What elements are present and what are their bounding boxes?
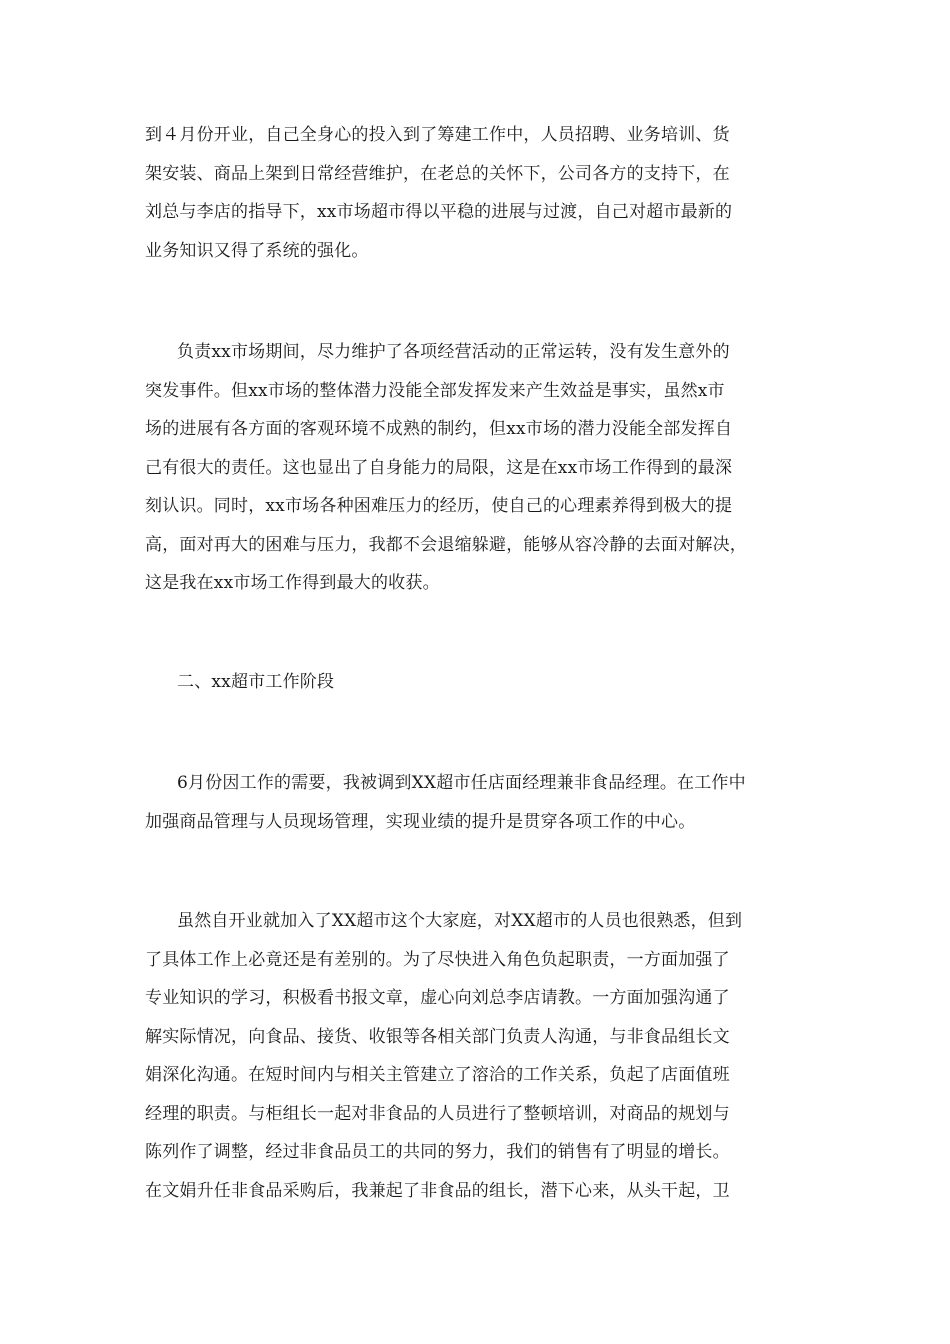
text-line: 刘总与李店的指导下，xx市场超市得以平稳的进展与过渡，自己对超市最新的: [145, 202, 733, 222]
text-line: 虽然自开业就加入了XX超市这个大家庭，对XX超市的人员也很熟悉，但到: [177, 911, 743, 931]
text-line: 加强商品管理与人员现场管理，实现业绩的提升是贯穿各项工作的中心。: [145, 811, 696, 832]
text-line: 经理的职责。与柜组长一起对非食品的人员进行了整顿培训，对商品的规划与: [145, 1103, 730, 1124]
paragraph-supermarket-work: [145, 902, 810, 1210]
text-line: 刻认识。同时，xx市场各种困难压力的经历，使自己的心理素养得到极大的提: [145, 496, 733, 516]
section-heading: [145, 663, 810, 702]
text-line: 解实际情况，向食品、接货、收银等各相关部门负责人沟通，与非食品组长文: [145, 1026, 730, 1047]
text-line: 了具体工作上必竟还是有差别的。为了尽快进入角色负起职责，一方面加强了: [145, 949, 730, 970]
paragraph-transfer: [145, 764, 810, 841]
text-line: 高，面对再大的困难与压力，我都不会退缩躲避，能够从容冷静的去面对解决，: [145, 534, 747, 555]
paragraph-market-responsibility: [145, 333, 810, 603]
paragraph-opening-preparation: [145, 116, 810, 270]
text-line: 到４月份开业，自己全身心的投入到了筹建工作中，人员招聘、业务培训、货: [145, 125, 730, 145]
text-line: 6月份因工作的需要，我被调到XX超市任店面经理兼非食品经理。在工作中: [177, 773, 746, 793]
text-line: 陈列作了调整，经过非食品员工的共同的努力，我们的销售有了明显的增长。: [145, 1142, 730, 1162]
text-line: 业务知识又得了系统的强化。: [145, 240, 369, 261]
text-line: 场的进展有各方面的客观环境不成熟的制约，但xx市场的潜力没能全部发挥自: [145, 419, 733, 439]
text-line: 突发事件。但xx市场的整体潜力没能全部发挥发来产生效益是事实，虽然x市: [145, 380, 725, 401]
section-heading-text: 二、xx超市工作阶段: [177, 672, 335, 692]
text-line: 己有很大的责任。这也显出了自身能力的局限，这是在xx市场工作得到的最深: [145, 457, 733, 478]
text-line: 娟深化沟通。在短时间内与相关主管建立了溶洽的工作关系，负起了店面值班: [145, 1065, 730, 1085]
text-line: 负责xx市场期间，尽力维护了各项经营活动的正常运转，没有发生意外的: [177, 342, 730, 362]
text-line: 这是我在xx市场工作得到最大的收获。: [145, 573, 440, 593]
text-line: 在文娟升任非食品采购后，我兼起了非食品的组长，潜下心来，从头干起，卫: [145, 1180, 730, 1201]
text-line: 架安装、商品上架到日常经营维护，在老总的关怀下，公司各方的支持下，在: [145, 163, 730, 184]
text-line: 专业知识的学习，积极看书报文章，虚心向刘总李店请教。一方面加强沟通了: [145, 988, 730, 1008]
